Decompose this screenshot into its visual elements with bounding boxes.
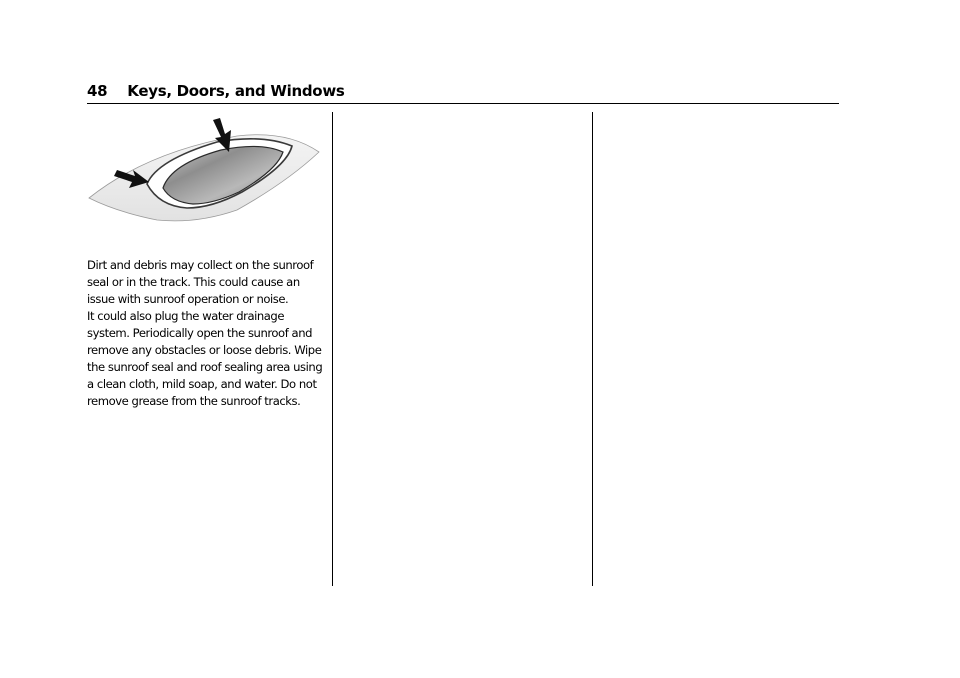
body-paragraph: Dirt and debris may collect on the sunroof seal or in the track. This could cause an issue with sunroof operation or noise. It could also plug the water drainage system. Periodically open the sunroof and remove any obstacles or loose debris. Wipe the sunroof seal and roof sealing area using a clean cloth, mild soap, and water. Do not remove grease from the sunroof tracks. — [87, 258, 323, 408]
header-rule — [87, 103, 839, 104]
page-header — [87, 82, 345, 104]
page-number: 48 — [87, 82, 108, 100]
section-title: Keys, Doors, and Windows — [127, 82, 345, 100]
column-divider-right — [592, 112, 593, 586]
column-divider-left — [332, 112, 333, 586]
sunroof-illustration-icon — [87, 112, 322, 242]
